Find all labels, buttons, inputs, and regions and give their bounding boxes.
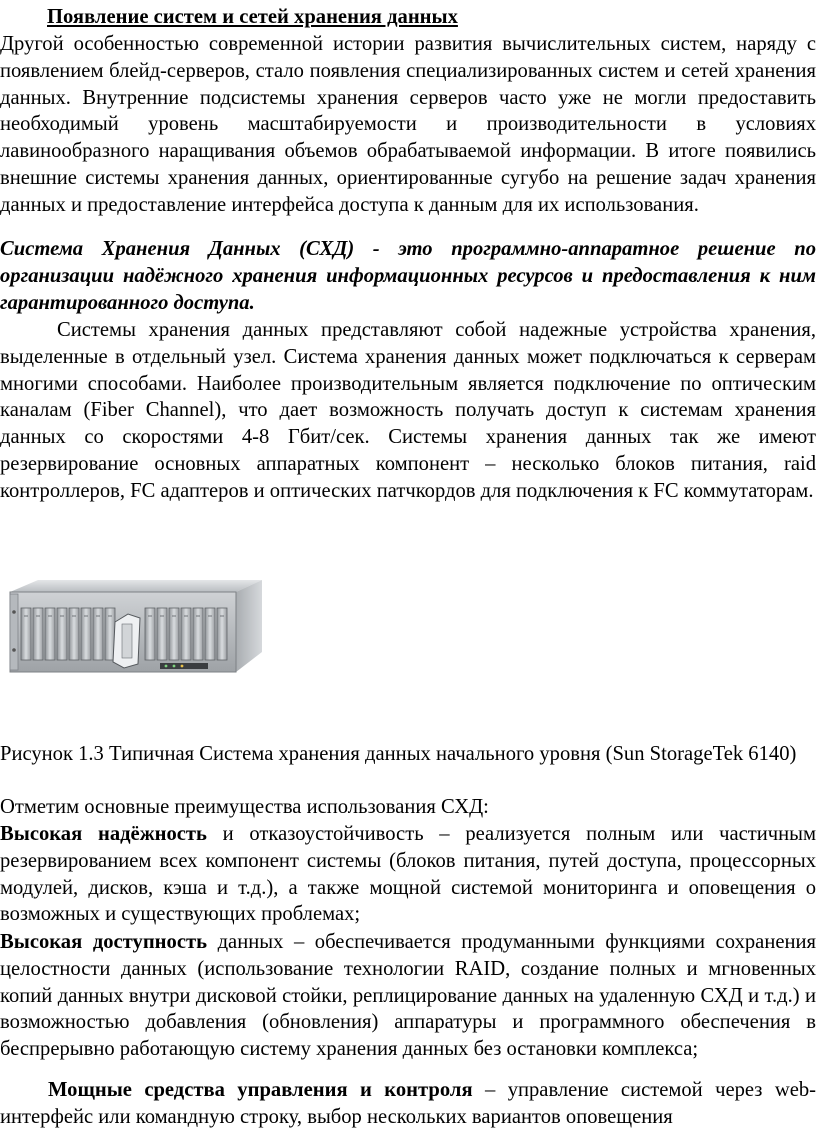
definition-paragraph: Система Хранения Данных (СХД) - это программно-аппаратное решение по организации надёжного хранения информационных ресурсов и предоставления к ним гарантированного доступа. — [0, 238, 816, 314]
body-paragraph-block — [0, 317, 816, 505]
section-title: Появление систем и сетей хранения данных — [47, 6, 458, 28]
advantage-paragraph — [0, 929, 816, 1063]
advantages-intro: Отметим основные преимущества использования СХД: — [0, 796, 489, 818]
intro-paragraph: Другой особенностью современной истории развития вычислительных систем, наряду с появлением блейд-серверов, стало появления специализированных систем и сетей хранения данных. Внутренние подсистемы хранения серверов часто уже не могли предоставить необходимый уровень масштабируемости и производительности в условиях лавинообразного наращивания объемов обрабатываемой информации. В итоге появились внешние системы хранения данных, ориентированные сугубо на решение задач хранения данных и предоставление интерфейса доступа к данным для их использования. — [0, 33, 816, 216]
advantage-term: Высокая надёжность — [0, 823, 207, 845]
figure-caption-block — [0, 741, 816, 768]
advantage-text: и отказоустойчивость – реализуется полным или частичным резервированием всех компонент системы (блоков питания, путей доступа, процессорных модулей, дисков, кэша и т.д.), а также мощной системой мониторинга и оповещения о возможных и существующих проблемах; — [0, 823, 816, 926]
advantage-item-2 — [0, 1077, 816, 1131]
definition-block — [0, 236, 816, 316]
advantage-text: – управление системой через web-интерфейс или командную строку, выбор нескольких вариантов оповещения — [0, 1079, 816, 1128]
advantage-paragraph — [0, 821, 816, 928]
advantage-term: Высокая доступность — [0, 931, 207, 953]
advantage-text: данных – обеспечивается продуманными функциями сохранения целостности данных (использование технологии RAID, создание полных и мгновенных копий данных внутри дисковой стойки, реплицирование данных на удаленную СХД и т.д.) и возможностью добавления (обновления) аппаратуры и программного обеспечения в беспрерывно работающую систему хранения данных без остановки комплекса; — [0, 931, 816, 1061]
advantages-intro-block — [0, 794, 816, 821]
advantage-item-1 — [0, 929, 816, 1063]
advantage-paragraph — [0, 1077, 816, 1131]
intro-paragraph-block — [0, 31, 816, 219]
advantage-term: Мощные средства управления и контроля — [48, 1079, 473, 1101]
body-paragraph: Системы хранения данных представляют собой надежные устройства хранения, выделенные в отдельный узел. Система хранения данных может подключаться к серверам многими способами. Наиболее производительным является подключение по оптическим каналам (Fiber Channel), что дает возможность получать доступ к системам хранения данных со скоростями 4-8 Гбит/сек. Системы хранения данных так же имеют резервирование основных аппаратных компонент – несколько блоков питания, raid контроллеров, FC адаптеров и оптических патчкордов для подключения к FC коммутаторам. — [0, 319, 816, 502]
storage-array-image — [0, 578, 816, 688]
figure-storage-array — [0, 578, 816, 688]
advantage-item-0 — [0, 821, 816, 928]
figure-caption: Рисунок 1.3 Типичная Система хранения данных начального уровня (Sun StorageTek 6140) — [0, 743, 797, 765]
